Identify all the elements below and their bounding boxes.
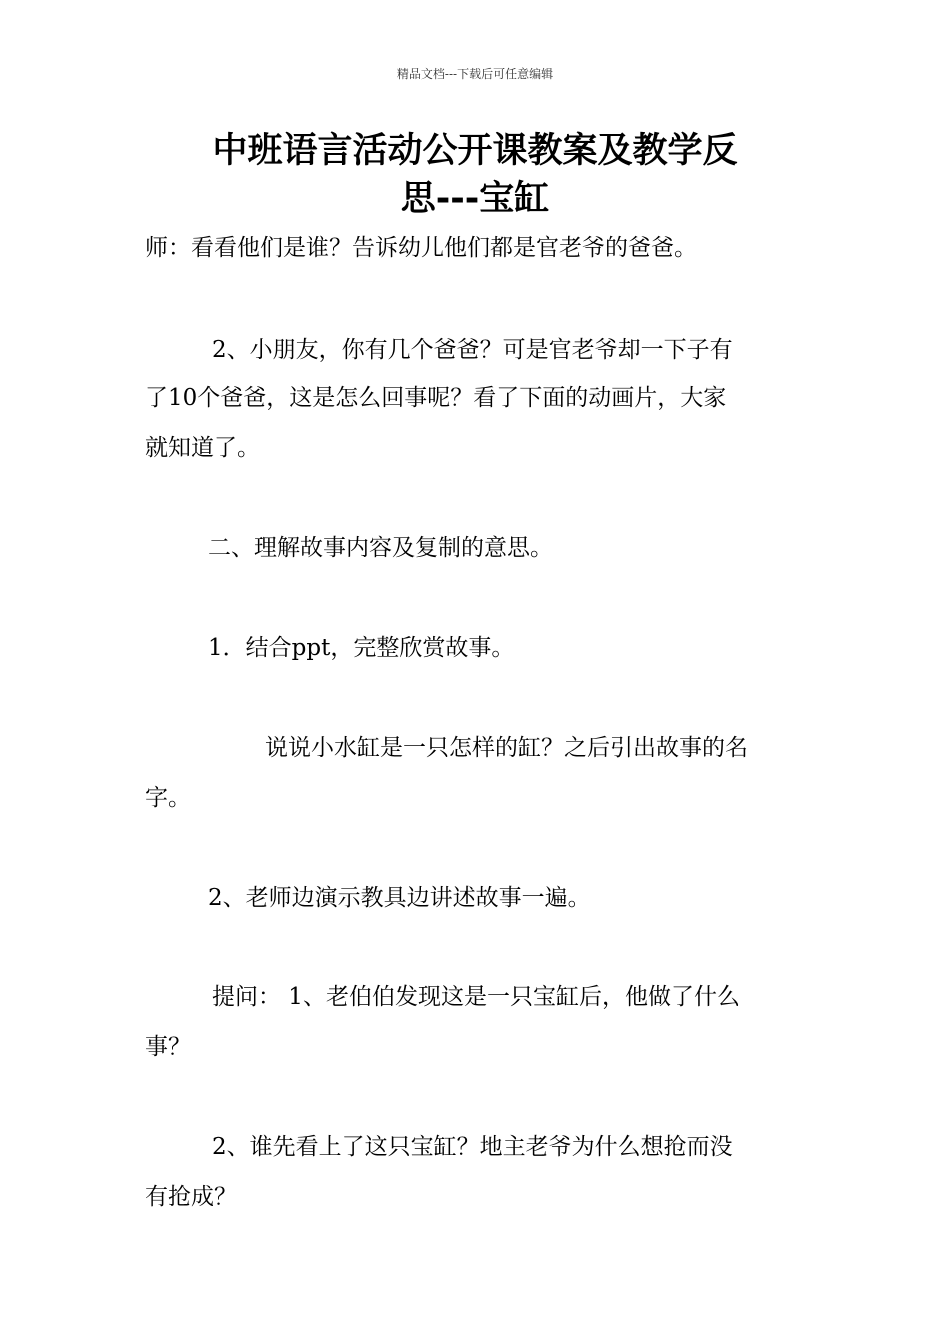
document-title-line-2: 思---宝缸	[400, 179, 550, 219]
body-line: 提问： 1、老伯伯发现这是一只宝缸后，他做了什么	[212, 984, 740, 1010]
body-line: 说说小水缸是一只怎样的缸？之后引出故事的名	[265, 735, 748, 761]
body-line: 师：看看他们是谁？告诉幼儿他们都是官老爷的爸爸。	[145, 235, 697, 261]
body-line: 字。	[145, 785, 191, 811]
body-line: 有抢成？	[145, 1184, 237, 1210]
body-line: 二、理解故事内容及复制的意思。	[208, 535, 553, 561]
body-line: 2、老师边演示教具边讲述故事一遍。	[208, 885, 591, 911]
body-line: 了10个爸爸，这是怎么回事呢？看了下面的动画片，大家	[145, 385, 727, 411]
body-line: 2、谁先看上了这只宝缸？地主老爷为什么想抢而没	[212, 1134, 733, 1160]
document-title	[145, 127, 805, 223]
document-title-line-1: 中班语言活动公开课教案及教学反	[212, 131, 738, 171]
body-line: 1．结合ppt，完整欣赏故事。	[208, 635, 515, 661]
body-line: 事？	[145, 1034, 191, 1060]
page-header: 精品文档---下载后可任意编辑	[396, 67, 554, 81]
body-line: 2、小朋友，你有几个爸爸？可是官老爷却一下子有	[212, 337, 733, 363]
body-line: 就知道了。	[145, 435, 260, 461]
